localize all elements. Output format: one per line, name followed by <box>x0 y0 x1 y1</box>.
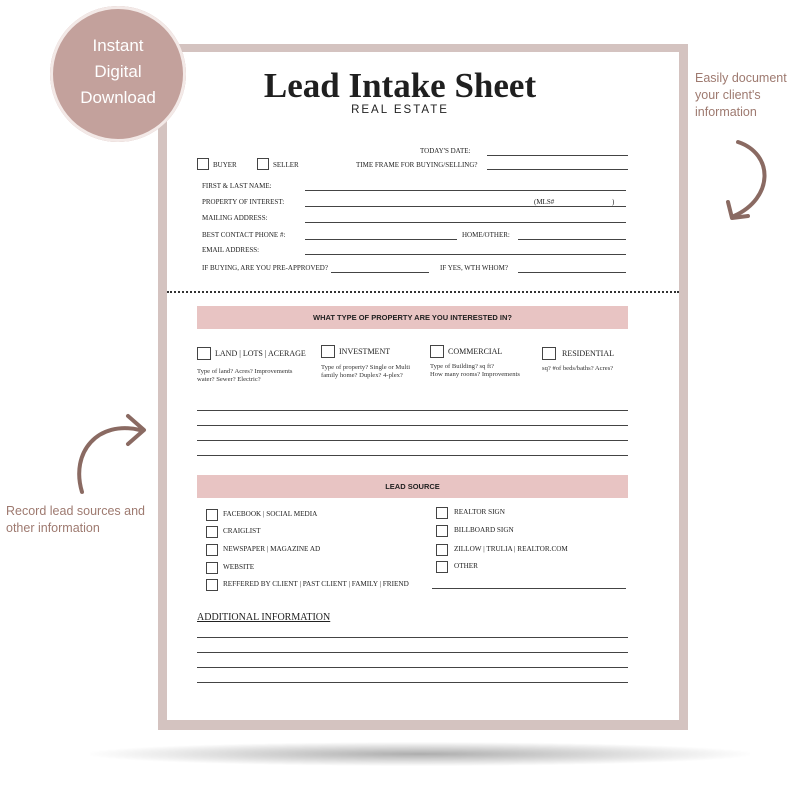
land-note <box>197 368 292 384</box>
facebook-checkbox[interactable] <box>206 509 218 521</box>
pre-approved-field[interactable] <box>331 272 429 273</box>
with-whom-label: IF YES, WTH WHOM? <box>440 264 508 272</box>
commercial-label: COMMERCIAL <box>448 347 503 356</box>
other-checkbox[interactable] <box>436 561 448 573</box>
additional-info-line-4[interactable] <box>197 682 628 683</box>
mls-open-label: (MLS# <box>534 198 555 206</box>
seller-label: SELLER <box>273 161 299 169</box>
commercial-checkbox[interactable] <box>430 345 444 358</box>
investment-checkbox[interactable] <box>321 345 335 358</box>
badge-line-2: Digital <box>94 62 142 81</box>
property-type-heading: WHAT TYPE OF PROPERTY ARE YOU INTERESTED IN? <box>313 313 512 322</box>
land-note-line-2: water? Sewer? Electric? <box>197 376 261 383</box>
lead-source-banner <box>197 475 628 498</box>
referred-checkbox[interactable] <box>206 579 218 591</box>
mailing-address-label: MAILING ADDRESS: <box>202 214 268 222</box>
sheet-title: Lead Intake Sheet <box>263 66 537 105</box>
newspaper-label: NEWSPAPER | MAGAZINE AD <box>223 545 321 553</box>
land-checkbox[interactable] <box>197 347 211 360</box>
first-last-name-field[interactable] <box>305 190 626 191</box>
with-whom-field[interactable] <box>518 272 626 273</box>
residential-note-line-1: sq? #of beds/baths? Acres? <box>542 365 614 372</box>
seller-checkbox[interactable] <box>257 158 269 170</box>
zillow-label: ZILLOW | TRULIA | REALTOR.COM <box>454 545 568 553</box>
email-address-field[interactable] <box>305 254 626 255</box>
realtor-sign-checkbox[interactable] <box>436 507 448 519</box>
property-notes-line-1[interactable] <box>197 410 628 411</box>
badge-line-1: Instant <box>92 36 144 55</box>
commercial-note-line-1: Type of Building? sq ft? <box>430 363 494 370</box>
right-note-line-2: your client's <box>695 88 761 102</box>
mailing-address-field[interactable] <box>305 222 626 223</box>
sheet-subtitle: REAL ESTATE <box>351 104 449 116</box>
first-last-name-label: FIRST & LAST NAME: <box>202 182 272 190</box>
property-notes-line-2[interactable] <box>197 425 628 426</box>
home-other-field[interactable] <box>518 239 626 240</box>
investment-note <box>321 364 410 380</box>
section-divider <box>167 291 679 293</box>
land-note-line-1: Type of land? Acres? Improvements <box>197 368 293 375</box>
additional-info-line-1[interactable] <box>197 637 628 638</box>
todays-date-field[interactable] <box>487 155 628 156</box>
additional-info-heading: ADDITIONAL INFORMATION <box>197 612 331 623</box>
todays-date-label: TODAY'S DATE: <box>420 147 471 155</box>
left-side-note <box>6 503 145 537</box>
newspaper-checkbox[interactable] <box>206 544 218 556</box>
left-note-line-2: other information <box>6 521 100 535</box>
investment-label: INVESTMENT <box>339 347 391 356</box>
buyer-label: BUYER <box>213 161 237 169</box>
craigslist-checkbox[interactable] <box>206 526 218 538</box>
commercial-note-line-2: How many rooms? Improvements <box>430 371 520 378</box>
additional-info-line-2[interactable] <box>197 652 628 653</box>
property-of-interest-label: PROPERTY OF INTEREST: <box>202 198 285 206</box>
residential-note <box>542 365 613 373</box>
pre-approved-label: IF BUYING, ARE YOU PRE-APPROVED? <box>202 264 328 272</box>
right-note-line-3: information <box>695 105 757 119</box>
buyer-checkbox[interactable] <box>197 158 209 170</box>
land-label: LAND | LOTS | ACERAGE <box>215 349 306 358</box>
billboard-sign-checkbox[interactable] <box>436 525 448 537</box>
curved-arrow-right-icon <box>68 408 154 498</box>
other-label: OTHER <box>454 562 478 570</box>
residential-checkbox[interactable] <box>542 347 556 360</box>
realtor-sign-label: REALTOR SIGN <box>454 508 505 516</box>
mls-close-label: ) <box>612 198 615 206</box>
lead-source-heading: LEAD SOURCE <box>385 482 440 491</box>
curved-arrow-down-icon <box>722 136 782 232</box>
craigslist-label: CRAIGLIST <box>223 527 261 535</box>
investment-note-line-2: family home? Duplex? 4-plex? <box>321 372 403 379</box>
best-contact-phone-label: BEST CONTACT PHONE #: <box>202 231 286 239</box>
facebook-label: FACEBOOK | SOCIAL MEDIA <box>223 510 318 518</box>
property-of-interest-field[interactable] <box>305 206 626 207</box>
email-address-label: EMAIL ADDRESS: <box>202 246 260 254</box>
best-contact-phone-field[interactable] <box>305 239 457 240</box>
residential-label: RESIDENTIAL <box>562 349 614 358</box>
page-shadow <box>90 742 750 766</box>
property-type-banner <box>197 306 628 329</box>
badge-line-3: Download <box>80 88 156 107</box>
right-note-line-1: Easily document <box>695 71 787 85</box>
property-notes-line-4[interactable] <box>197 455 628 456</box>
referred-field[interactable] <box>432 588 626 589</box>
zillow-checkbox[interactable] <box>436 544 448 556</box>
commercial-note <box>430 363 520 379</box>
billboard-sign-label: BILLBOARD SIGN <box>454 526 514 534</box>
investment-note-line-1: Type of property? Single or Multi <box>321 364 411 371</box>
home-other-label: HOME/OTHER: <box>462 231 510 239</box>
website-label: WEBSITE <box>223 563 255 571</box>
time-frame-field[interactable] <box>487 169 628 170</box>
property-notes-line-3[interactable] <box>197 440 628 441</box>
referred-label: REFFERED BY CLIENT | PAST CLIENT | FAMILY | FRIEND <box>223 580 409 588</box>
additional-info-line-3[interactable] <box>197 667 628 668</box>
time-frame-label: TIME FRAME FOR BUYING/SELLING? <box>356 161 478 169</box>
website-checkbox[interactable] <box>206 562 218 574</box>
left-note-line-1: Record lead sources and <box>6 504 145 518</box>
